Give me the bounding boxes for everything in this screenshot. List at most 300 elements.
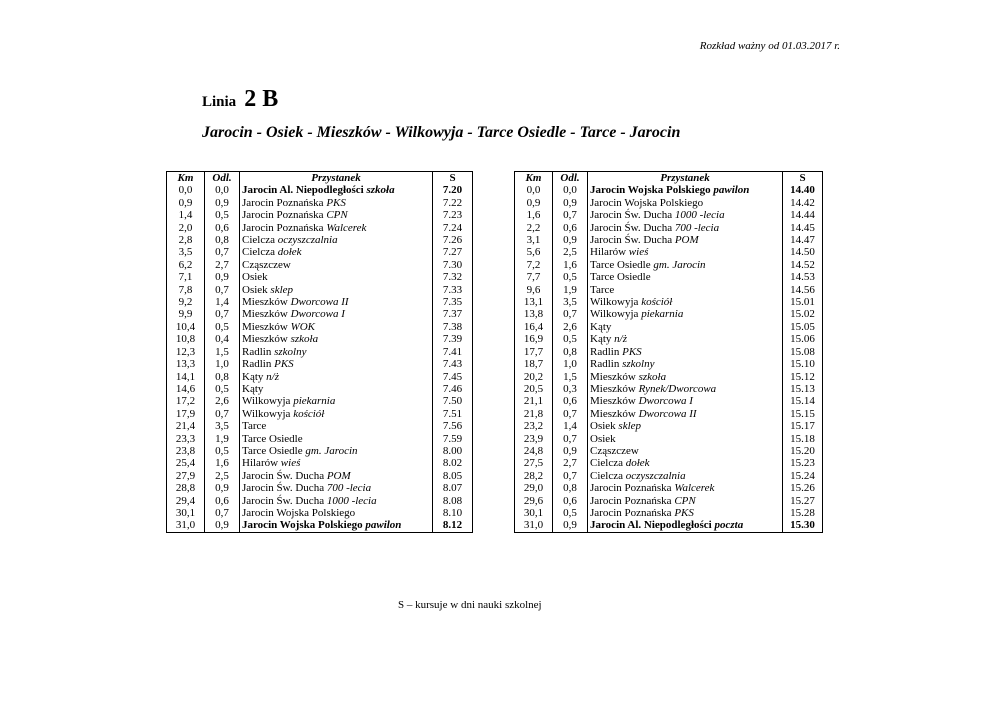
table-row	[515, 246, 823, 258]
stop-cell	[240, 457, 433, 469]
odl-cell: 0,8	[205, 371, 240, 383]
stop-name: Jarocin Św. Ducha	[590, 221, 675, 234]
time-cell: 15.26	[783, 482, 823, 494]
stop-cell	[588, 433, 783, 445]
stop-name: Jarocin Al. Niepodległości	[590, 519, 712, 532]
km-cell: 0,0	[515, 184, 553, 196]
table-row	[167, 184, 473, 196]
time-cell: 8.08	[433, 495, 473, 507]
table-row	[167, 296, 473, 308]
stop-detail: poczta	[714, 519, 744, 532]
stop-cell	[588, 234, 783, 246]
stop-cell	[588, 371, 783, 383]
stop-detail: sklep	[618, 420, 642, 433]
odl-cell: 1,9	[553, 284, 588, 296]
odl-cell: 2,7	[205, 259, 240, 271]
stop-detail: Dworcowa I	[290, 308, 345, 321]
stop-detail: kościół	[293, 407, 325, 420]
header-km: Km	[515, 172, 553, 185]
km-cell: 0,0	[167, 184, 205, 196]
stop-name: Jarocin Św. Ducha	[242, 482, 327, 495]
stop-cell	[588, 445, 783, 457]
time-cell: 8.12	[433, 519, 473, 532]
stop-name: Tarce Osiedle	[242, 444, 303, 457]
stop-name: Jarocin Poznańska	[590, 494, 672, 507]
odl-cell: 0,8	[553, 346, 588, 358]
km-cell: 29,4	[167, 495, 205, 507]
km-cell: 5,6	[515, 246, 553, 258]
route-title: Jarocin - Osiek - Mieszków - Wilkowyja - Tarce Osiedle - Tarce - Jarocin	[202, 124, 681, 141]
table-row	[515, 445, 823, 457]
stop-cell	[588, 296, 783, 308]
stop-name: Osiek	[590, 420, 619, 433]
table-row	[515, 420, 823, 432]
stop-cell	[240, 346, 433, 358]
odl-cell: 2,7	[553, 457, 588, 469]
km-cell: 29,0	[515, 482, 553, 494]
table-row	[515, 495, 823, 507]
km-cell: 12,3	[167, 346, 205, 358]
odl-cell: 0,7	[553, 308, 588, 320]
time-cell: 15.17	[783, 420, 823, 432]
stop-name: Jarocin Wojska Polskiego	[590, 184, 711, 197]
table-row	[515, 321, 823, 333]
stop-cell	[240, 333, 433, 345]
time-cell: 15.06	[783, 333, 823, 345]
stop-detail: szkoła	[290, 333, 319, 346]
stop-name: Osiek	[590, 432, 616, 445]
time-cell: 7.22	[433, 197, 473, 209]
line-header	[202, 86, 278, 113]
time-cell: 14.53	[783, 271, 823, 283]
table-row	[515, 371, 823, 383]
stop-cell	[240, 371, 433, 383]
stop-cell	[588, 346, 783, 358]
km-cell: 17,7	[515, 346, 553, 358]
km-cell: 21,4	[167, 420, 205, 432]
time-cell: 15.20	[783, 445, 823, 457]
header-km: Km	[167, 172, 205, 185]
odl-cell: 1,9	[205, 433, 240, 445]
time-cell: 14.47	[783, 234, 823, 246]
odl-cell: 1,6	[553, 259, 588, 271]
odl-cell: 1,6	[205, 457, 240, 469]
time-cell: 7.37	[433, 308, 473, 320]
stop-cell	[240, 209, 433, 221]
time-cell: 7.23	[433, 209, 473, 221]
table-row	[167, 209, 473, 221]
table-row	[515, 457, 823, 469]
stop-detail: pawilon	[365, 519, 402, 532]
stop-cell	[240, 470, 433, 482]
km-cell: 20,2	[515, 371, 553, 383]
odl-cell: 0,9	[205, 197, 240, 209]
odl-cell: 0,0	[205, 184, 240, 196]
table-row	[515, 507, 823, 519]
stop-detail: CPN	[326, 209, 348, 222]
odl-cell: 0,6	[205, 495, 240, 507]
odl-cell: 0,6	[205, 222, 240, 234]
table-row	[167, 259, 473, 271]
stop-detail: piekarnia	[641, 308, 684, 321]
km-cell: 31,0	[515, 519, 553, 532]
time-cell: 7.20	[433, 184, 473, 196]
stop-cell	[240, 184, 433, 196]
stop-cell	[588, 408, 783, 420]
header-odl: Odl.	[205, 172, 240, 185]
km-cell: 28,2	[515, 470, 553, 482]
table-row	[167, 395, 473, 407]
stop-cell	[240, 271, 433, 283]
stop-detail: PKS	[622, 345, 642, 358]
km-cell: 9,2	[167, 296, 205, 308]
km-cell: 7,7	[515, 271, 553, 283]
table-row	[167, 495, 473, 507]
table-row	[167, 507, 473, 519]
time-cell: 7.46	[433, 383, 473, 395]
table-header-row	[167, 172, 473, 185]
odl-cell: 0,8	[205, 234, 240, 246]
time-cell: 7.59	[433, 433, 473, 445]
km-cell: 1,4	[167, 209, 205, 221]
table-row	[167, 222, 473, 234]
time-cell: 7.56	[433, 420, 473, 432]
header-s: S	[433, 172, 473, 185]
table-row	[167, 346, 473, 358]
km-cell: 0,9	[515, 197, 553, 209]
stop-cell	[588, 395, 783, 407]
time-cell: 15.15	[783, 408, 823, 420]
table-row	[167, 457, 473, 469]
time-cell: 14.45	[783, 222, 823, 234]
km-cell: 27,9	[167, 470, 205, 482]
stop-cell	[588, 284, 783, 296]
odl-cell: 0,5	[205, 445, 240, 457]
odl-cell: 0,5	[553, 271, 588, 283]
km-cell: 10,4	[167, 321, 205, 333]
stop-cell	[240, 358, 433, 370]
time-cell: 15.05	[783, 321, 823, 333]
time-cell: 15.08	[783, 346, 823, 358]
stop-detail: 1000 -lecia	[326, 494, 377, 507]
stop-detail: sklep	[270, 283, 294, 296]
time-cell: 15.18	[783, 433, 823, 445]
table-row	[167, 420, 473, 432]
km-cell: 14,1	[167, 371, 205, 383]
odl-cell: 0,7	[205, 308, 240, 320]
km-cell: 16,4	[515, 321, 553, 333]
stop-name: Jarocin Poznańska	[242, 196, 324, 209]
table-row	[167, 358, 473, 370]
stop-name: Radlin	[590, 345, 623, 358]
table-row	[167, 482, 473, 494]
odl-cell: 0,9	[205, 519, 240, 532]
km-cell: 9,9	[167, 308, 205, 320]
stop-detail: szkolny	[274, 345, 307, 358]
time-cell: 7.32	[433, 271, 473, 283]
stop-detail: wieś	[628, 246, 649, 259]
stop-name: Jarocin Poznańska	[590, 506, 672, 519]
stop-cell	[588, 358, 783, 370]
stop-detail: POM	[674, 234, 699, 247]
table-row	[167, 333, 473, 345]
time-cell: 8.05	[433, 470, 473, 482]
km-cell: 28,8	[167, 482, 205, 494]
km-cell: 2,2	[515, 222, 553, 234]
stop-cell	[588, 222, 783, 234]
odl-cell: 0,0	[553, 184, 588, 196]
odl-cell: 0,6	[553, 395, 588, 407]
stop-detail: 700 -lecia	[326, 482, 372, 495]
stop-name: Radlin	[590, 358, 623, 371]
table-header-row	[515, 172, 823, 185]
km-cell: 2,0	[167, 222, 205, 234]
odl-cell: 3,5	[205, 420, 240, 432]
table-row	[515, 209, 823, 221]
stop-cell	[240, 495, 433, 507]
table-row	[515, 470, 823, 482]
odl-cell: 0,9	[205, 271, 240, 283]
footnote: S – kursuje w dni nauki szkolnej	[398, 599, 542, 611]
stop-detail: Walcerek	[326, 221, 367, 234]
time-cell: 15.13	[783, 383, 823, 395]
stop-cell	[240, 433, 433, 445]
km-cell: 10,8	[167, 333, 205, 345]
odl-cell: 1,0	[205, 358, 240, 370]
stop-detail: CPN	[674, 494, 696, 507]
stop-cell	[240, 308, 433, 320]
stop-detail: kościół	[641, 296, 673, 309]
header-s: S	[783, 172, 823, 185]
stop-name: Hilarów	[590, 246, 627, 259]
stop-name: Jarocin Wojska Polskiego	[590, 196, 704, 209]
stop-name: Jarocin Św. Ducha	[590, 209, 675, 222]
header-stop: Przystanek	[588, 172, 783, 185]
stop-name: Osiek	[242, 271, 268, 284]
stop-cell	[588, 271, 783, 283]
table-row	[167, 371, 473, 383]
stop-cell	[588, 184, 783, 196]
odl-cell: 0,9	[205, 482, 240, 494]
time-cell: 7.27	[433, 246, 473, 258]
stop-detail: 1000 -lecia	[674, 209, 725, 222]
time-cell: 8.10	[433, 507, 473, 519]
table-row	[167, 519, 473, 532]
stop-name: Tarce	[590, 283, 615, 296]
km-cell: 30,1	[515, 507, 553, 519]
table-row	[515, 184, 823, 196]
time-cell: 14.40	[783, 184, 823, 196]
stop-cell	[588, 246, 783, 258]
stop-detail: szkoła	[638, 370, 667, 383]
stop-cell	[588, 383, 783, 395]
stop-name: Wilkowyja	[590, 296, 642, 309]
time-cell: 7.35	[433, 296, 473, 308]
km-cell: 6,2	[167, 259, 205, 271]
stop-name: Kąty	[590, 320, 612, 333]
table-row	[167, 408, 473, 420]
km-cell: 7,8	[167, 284, 205, 296]
table-row	[167, 308, 473, 320]
time-cell: 14.42	[783, 197, 823, 209]
stop-name: Radlin	[242, 358, 275, 371]
km-cell: 23,8	[167, 445, 205, 457]
stop-detail: PKS	[674, 506, 694, 519]
time-cell: 7.30	[433, 259, 473, 271]
stop-cell	[240, 383, 433, 395]
time-cell: 8.07	[433, 482, 473, 494]
km-cell: 29,6	[515, 495, 553, 507]
timetable-outbound	[166, 171, 473, 533]
stop-name: Jarocin Św. Ducha	[242, 469, 327, 482]
stop-name: Jarocin Poznańska	[242, 209, 324, 222]
km-cell: 30,1	[167, 507, 205, 519]
table-row	[167, 445, 473, 457]
time-cell: 14.52	[783, 259, 823, 271]
stop-detail: gm. Jarocin	[305, 444, 358, 457]
odl-cell: 1,0	[553, 358, 588, 370]
stop-name: Mieszków	[242, 333, 291, 346]
time-cell: 15.28	[783, 507, 823, 519]
stop-cell	[588, 321, 783, 333]
stop-detail: 700 -lecia	[674, 221, 720, 234]
km-cell: 14,6	[167, 383, 205, 395]
stop-name: Hilarów	[242, 457, 279, 470]
table-row	[515, 197, 823, 209]
stop-detail: dołek	[625, 457, 650, 470]
table-row	[515, 482, 823, 494]
stop-name: Radlin	[242, 345, 275, 358]
time-cell: 7.26	[433, 234, 473, 246]
km-cell: 9,6	[515, 284, 553, 296]
km-cell: 7,2	[515, 259, 553, 271]
stop-name: Mieszków	[242, 320, 288, 333]
stop-name: Cząszczew	[242, 258, 291, 271]
time-cell: 7.43	[433, 358, 473, 370]
stop-name: Kąty	[242, 382, 264, 395]
table-row	[515, 222, 823, 234]
stop-name: Tarce Osiedle	[590, 258, 651, 271]
time-cell: 14.50	[783, 246, 823, 258]
stop-cell	[240, 246, 433, 258]
stop-name: Jarocin Al. Niepodległości	[242, 184, 364, 197]
table-row	[515, 346, 823, 358]
odl-cell: 0,9	[553, 197, 588, 209]
stop-detail: WOK	[290, 320, 316, 333]
odl-cell: 0,5	[205, 321, 240, 333]
odl-cell: 0,5	[205, 209, 240, 221]
stop-name: Mieszków	[242, 296, 288, 309]
stop-name: Mieszków	[590, 407, 636, 420]
time-cell: 7.39	[433, 333, 473, 345]
header-stop: Przystanek	[240, 172, 433, 185]
table-row	[167, 234, 473, 246]
validity-note: Rozkład ważny od 01.03.2017 r.	[699, 40, 840, 52]
stop-cell	[588, 519, 783, 532]
odl-cell: 1,4	[553, 420, 588, 432]
stop-name: Cielcza	[590, 469, 626, 482]
stop-detail: Dworcowa II	[290, 296, 349, 309]
stop-cell	[240, 445, 433, 457]
stop-name: Jarocin Św. Ducha	[242, 494, 327, 507]
line-number: 2 B	[244, 86, 279, 112]
stop-name: Jarocin Św. Ducha	[590, 234, 675, 247]
stop-name: Cielcza	[242, 234, 278, 247]
stop-cell	[240, 408, 433, 420]
odl-cell: 2,5	[553, 246, 588, 258]
stop-name: Cząszczew	[590, 444, 639, 457]
stop-detail: gm. Jarocin	[653, 258, 706, 271]
km-cell: 3,5	[167, 246, 205, 258]
odl-cell: 3,5	[553, 296, 588, 308]
time-cell: 7.24	[433, 222, 473, 234]
km-cell: 25,4	[167, 457, 205, 469]
table-row	[167, 383, 473, 395]
km-cell: 17,2	[167, 395, 205, 407]
stop-detail: oczyszczalnia	[625, 469, 686, 482]
time-cell: 15.10	[783, 358, 823, 370]
odl-cell: 2,5	[205, 470, 240, 482]
stop-detail: PKS	[274, 358, 294, 371]
stop-name: Tarce Osiedle	[590, 271, 651, 284]
header-odl: Odl.	[553, 172, 588, 185]
odl-cell: 0,4	[205, 333, 240, 345]
stop-detail: pawilon	[713, 184, 750, 197]
stop-name: Jarocin Poznańska	[590, 482, 675, 495]
time-cell: 15.02	[783, 308, 823, 320]
odl-cell: 0,7	[553, 408, 588, 420]
time-cell: 15.24	[783, 470, 823, 482]
stop-cell	[240, 234, 433, 246]
odl-cell: 2,6	[205, 395, 240, 407]
km-cell: 1,6	[515, 209, 553, 221]
time-cell: 7.45	[433, 371, 473, 383]
odl-cell: 0,9	[553, 519, 588, 532]
stop-name: Mieszków	[590, 395, 636, 408]
stop-name: Tarce Osiedle	[242, 432, 303, 445]
table-row	[515, 519, 823, 532]
odl-cell: 0,7	[205, 507, 240, 519]
time-cell: 8.00	[433, 445, 473, 457]
odl-cell: 0,3	[553, 383, 588, 395]
time-cell: 14.56	[783, 284, 823, 296]
stop-cell	[588, 495, 783, 507]
table-row	[167, 271, 473, 283]
km-cell: 16,9	[515, 333, 553, 345]
stop-cell	[588, 209, 783, 221]
stop-cell	[588, 420, 783, 432]
km-cell: 13,3	[167, 358, 205, 370]
km-cell: 21,1	[515, 395, 553, 407]
stop-name: Wilkowyja	[242, 407, 294, 420]
stop-detail: oczyszczalnia	[277, 234, 338, 247]
odl-cell: 0,7	[205, 284, 240, 296]
odl-cell: 0,7	[553, 433, 588, 445]
table-row	[167, 246, 473, 258]
odl-cell: 0,7	[553, 209, 588, 221]
odl-cell: 1,5	[553, 371, 588, 383]
time-cell: 7.50	[433, 395, 473, 407]
table-row	[515, 358, 823, 370]
km-cell: 23,3	[167, 433, 205, 445]
stop-cell	[240, 321, 433, 333]
stop-cell	[588, 308, 783, 320]
table-row	[167, 284, 473, 296]
table-row	[515, 308, 823, 320]
km-cell: 20,5	[515, 383, 553, 395]
odl-cell: 0,8	[553, 482, 588, 494]
odl-cell: 0,7	[553, 470, 588, 482]
